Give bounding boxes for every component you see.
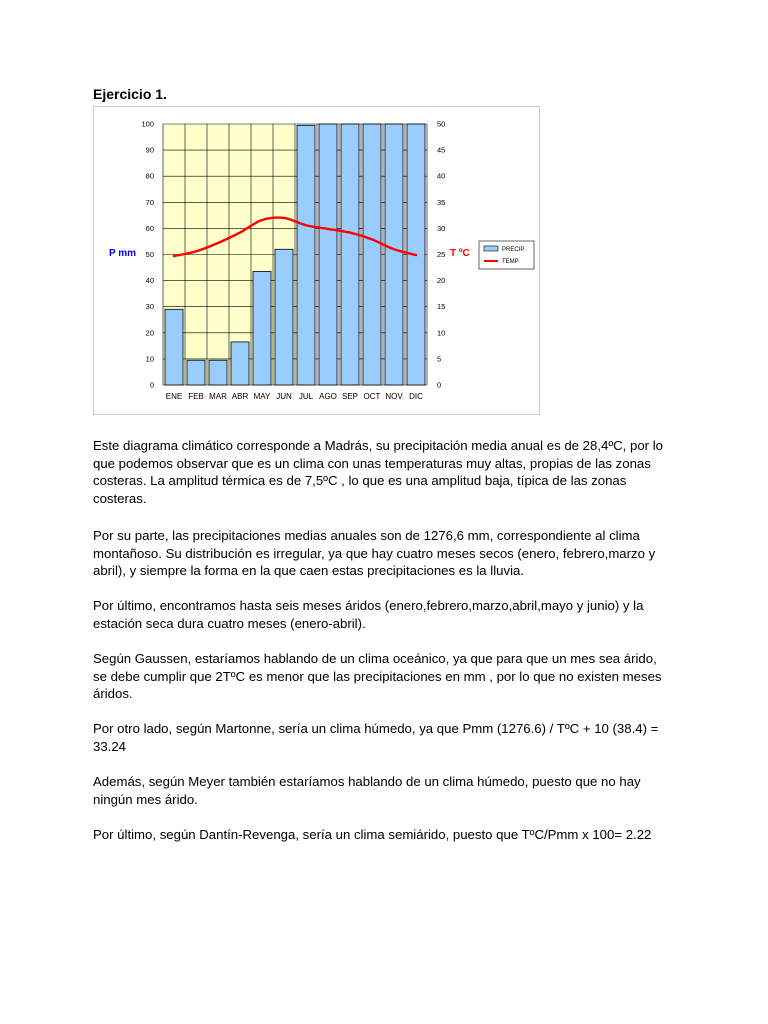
- paragraph-7: Por último, según Dantín-Revenga, sería un clima semiárido, puesto que TºC/Pmm x 100= 2.22: [93, 827, 652, 842]
- paragraph-3: Por último, encontramos hasta seis meses áridos (enero,febrero,marzo,abril,mayo y junio) y la estación seca dura cuatro meses (enero-abril).: [93, 598, 644, 631]
- temp-tick-label: 50: [437, 119, 446, 129]
- precip-bar-feb: [187, 360, 205, 385]
- month-label: JUL: [298, 392, 314, 401]
- precip-tick-label: 40: [145, 276, 154, 286]
- month-label: SEP: [341, 392, 359, 401]
- paragraph-4: Según Gaussen, estaríamos hablando de un clima oceánico, ya que para que un mes sea árido, se debe cumplir que 2TºC es menor que las precipitaciones en mm , por lo que no existen meses áridos.: [93, 651, 662, 702]
- month-label: DIC: [409, 392, 423, 401]
- temp-tick-label: 15: [437, 302, 446, 312]
- precip-tick-label: 70: [145, 197, 154, 207]
- temp-tick-label: 35: [437, 197, 446, 207]
- temp-tick-label: 20: [437, 276, 446, 286]
- precip-tick-label: 0: [149, 380, 154, 390]
- paragraph-2: Por su parte, las precipitaciones medias anuales son de 1276,6 mm, correspondiente al clima montañoso. Su distribución es irregular, ya que hay cuatro meses secos (enero, febrero,marzo y abril), y siempre la forma en la que caen estas precipitaciones es la lluvia.: [93, 528, 656, 579]
- temp-tick-label: 45: [437, 145, 446, 155]
- exercise-title: Ejercicio 1.: [93, 86, 167, 102]
- temp-tick-label: 5: [437, 354, 442, 364]
- legend-temp-label: TEMP: [502, 259, 519, 265]
- paragraph-1: Este diagrama climático corresponde a Madrás, su precipitación media anual es de 28,4ºC, por lo que podemos observar que es un clima con unas temperaturas muy altas, propias de las zonas costeras. La amplitud térmica es de 7,5ºC , lo que es una amplitud baja, típica de las zonas costeras.: [93, 438, 663, 506]
- month-label: JUN: [276, 392, 292, 401]
- precip-bar-ene: [165, 309, 183, 385]
- precip-tick-label: 90: [145, 145, 154, 155]
- precip-bar-oct: [363, 124, 381, 385]
- precip-tick-label: 50: [145, 250, 154, 259]
- month-label: NOV: [385, 392, 403, 401]
- temperature-axis-label: T ºC: [450, 248, 470, 259]
- precip-bar-ago: [319, 124, 337, 385]
- precip-tick-label: 60: [145, 223, 154, 233]
- precip-bar-abr: [231, 342, 249, 385]
- month-label: AGO: [319, 392, 337, 401]
- month-label: MAR: [209, 392, 227, 401]
- legend-precip-swatch: [484, 246, 498, 251]
- precip-tick-label: 10: [145, 354, 154, 364]
- climate-chart: [93, 106, 540, 415]
- temp-tick-label: 25: [437, 250, 446, 259]
- month-label: MAY: [253, 392, 271, 401]
- precip-bar-mar: [209, 360, 227, 385]
- temp-tick-label: 40: [437, 171, 446, 181]
- month-label: FEB: [188, 392, 204, 401]
- precip-tick-label: 30: [145, 302, 154, 312]
- legend-precip-label: PRECIP: [502, 247, 525, 253]
- precip-bar-may: [253, 271, 271, 385]
- precip-tick-label: 20: [145, 328, 154, 338]
- temp-tick-label: 30: [437, 223, 446, 233]
- precip-bar-jun: [275, 249, 293, 385]
- paragraph-5: Por otro lado, según Martonne, sería un clima húmedo, ya que Pmm (1276.6) / TºC + 10 (38.4) = 33.24: [93, 721, 659, 754]
- month-label: ABR: [231, 392, 249, 401]
- month-label: OCT: [363, 392, 381, 401]
- precip-bar-sep: [341, 124, 359, 385]
- paragraph-6: Además, según Meyer también estaríamos hablando de un clima húmedo, puesto que no hay ningún mes árido.: [93, 774, 641, 807]
- precipitation-axis-label: P mm: [109, 248, 137, 259]
- chart-legend: [479, 241, 534, 269]
- precip-bar-nov: [385, 124, 403, 385]
- precip-tick-label: 80: [145, 171, 154, 181]
- temp-tick-label: 10: [437, 328, 446, 338]
- temp-tick-label: 0: [437, 380, 442, 390]
- month-label: ENE: [165, 392, 183, 401]
- precip-tick-label: 100: [141, 119, 154, 129]
- climate-chart-svg: [94, 107, 541, 416]
- precip-bar-jul: [297, 125, 315, 385]
